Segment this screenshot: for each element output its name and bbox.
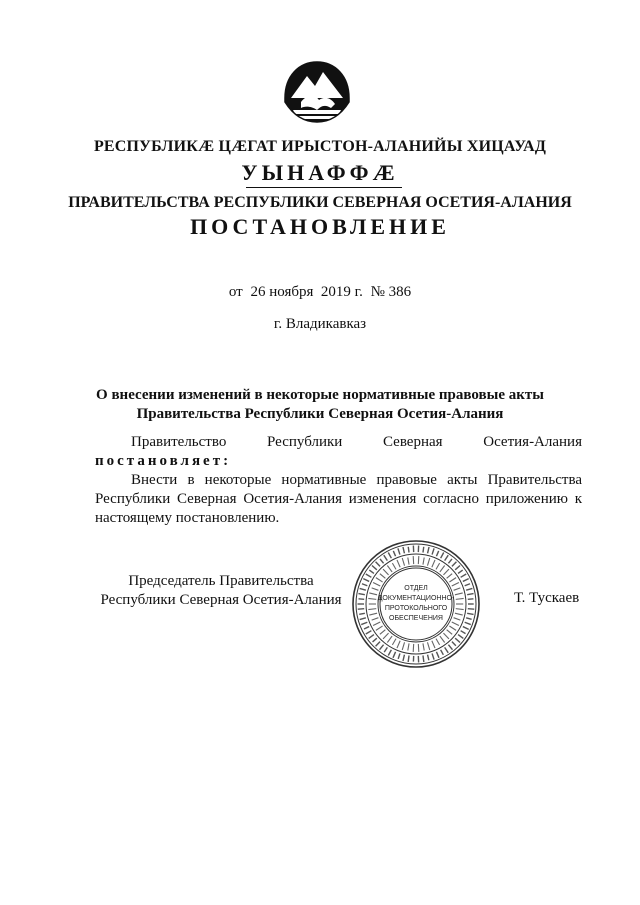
decree-title-line-1: О внесении изменений в некоторые нормативные правовые акты <box>96 387 544 403</box>
seal-lettering-mark <box>455 638 460 642</box>
seal-lettering-mark <box>408 656 409 662</box>
seal-lettering-mark <box>455 566 460 570</box>
seal-lettering-mark <box>360 588 366 590</box>
seal-lettering-mark <box>448 559 452 563</box>
seal-lettering-mark <box>369 570 374 573</box>
body-paragraph: Внести в некоторые нормативные правовые акты Правительства Республики Северная Осетия-Алания изменения согласно приложению к настоящему постановлению. <box>95 472 582 526</box>
header-decree-russian: ПОСТАНОВЛЕНИЕ <box>190 214 450 239</box>
seal-lettering-mark <box>443 633 448 639</box>
seal-lettering-mark <box>359 599 365 600</box>
coat-of-arms-icon <box>281 58 353 124</box>
seal-lettering-mark <box>368 598 376 599</box>
seal-lettering-mark <box>452 622 459 626</box>
seal-lettering-mark <box>452 582 459 586</box>
seal-lettering-mark <box>436 563 440 569</box>
seal-lettering-mark <box>441 650 444 655</box>
seal-lettering-mark <box>463 579 469 582</box>
header-line-ossetian: РЕСПУБЛИКӔ ЦӔГАТ ИРЫСТОН-АЛАНИЙЫ ХИЦАУАД <box>93 138 547 155</box>
seal-lettering-mark <box>358 609 364 610</box>
seal-lettering-mark <box>468 609 474 610</box>
seal-lettering-mark <box>458 635 463 639</box>
seal-lettering-mark <box>366 574 372 577</box>
seal-lettering-mark <box>456 609 464 610</box>
seal-lettering-mark <box>388 650 391 656</box>
seal-lettering-mark <box>376 626 383 630</box>
seal-lettering-mark <box>452 642 456 646</box>
seal-lettering-mark <box>445 647 449 652</box>
seal-lettering-mark <box>373 582 380 586</box>
seal-lettering-mark <box>392 639 396 645</box>
seal-lettering-mark <box>423 547 424 553</box>
seal-lettering-mark <box>443 569 448 575</box>
seal-lettering-mark <box>445 555 449 560</box>
seal-lettering-mark <box>428 547 429 553</box>
word-government: Правительство <box>131 434 227 450</box>
seal-lettering-mark <box>440 636 445 642</box>
seal-lettering-mark <box>387 566 392 572</box>
seal-lettering-mark <box>362 584 367 586</box>
seal-lettering-mark <box>380 574 386 579</box>
seal-lettering-mark <box>447 574 453 579</box>
seal-lettering-mark <box>376 642 380 647</box>
seal-lettering-mark <box>455 613 463 615</box>
seal-lettering-mark <box>387 636 392 642</box>
seal-lettering-mark <box>393 551 395 556</box>
seal-lettering-mark <box>363 579 369 582</box>
seal-lettering-mark <box>423 643 424 650</box>
seal-lettering-mark <box>397 641 400 648</box>
seal-center-line-1: ОТДЕЛ <box>404 585 428 592</box>
seal-lettering-mark <box>449 578 456 582</box>
seal-lettering-mark <box>466 618 471 620</box>
seal-lettering-mark <box>376 562 380 567</box>
seal-lettering-mark <box>454 618 461 620</box>
seal-lettering-mark <box>408 558 409 565</box>
seal-lettering-mark <box>364 627 369 629</box>
seal-lettering-mark <box>461 574 467 577</box>
seal-lettering-mark <box>408 643 409 650</box>
decree-number: № 386 <box>370 284 412 300</box>
seal-lettering-mark <box>383 569 388 575</box>
seal-lettering-mark <box>441 552 444 558</box>
seal-lettering-mark <box>423 656 424 662</box>
seal-lettering-mark <box>384 555 388 560</box>
seal-lettering-mark <box>372 588 379 590</box>
seal-lettering-mark <box>428 655 429 661</box>
seal-lettering-mark <box>384 647 387 652</box>
seal-lettering-mark <box>388 552 391 558</box>
seal-lettering-mark <box>358 594 364 595</box>
seal-lettering-mark <box>403 655 404 661</box>
seal-lettering-mark <box>436 551 438 556</box>
header-divider <box>246 187 402 188</box>
seal-lettering-mark <box>402 642 404 650</box>
resolution-subject <box>95 433 582 452</box>
header-line-russian: ПРАВИТЕЛЬСТВА РЕСПУБЛИКИ СЕВЕРНАЯ ОСЕТИЯ-АЛАНИЯ <box>68 194 572 211</box>
seal-lettering-mark <box>408 547 409 553</box>
signatory-position-line-1: Председатель Правительства <box>128 573 314 589</box>
seal-lettering-mark <box>456 598 464 599</box>
signatory-position-line-2: Республики Северная Осетия-Алания <box>100 592 342 608</box>
seal-lettering-mark <box>449 626 456 630</box>
decree-title <box>0 386 640 424</box>
seal-lettering-mark <box>432 653 434 659</box>
seal-center-line-2: ДОКУМЕНТАЦИОННО- <box>377 595 455 602</box>
seal-lettering-mark <box>376 578 383 582</box>
seal-lettering-mark <box>372 566 377 570</box>
seal-lettering-mark <box>423 558 424 565</box>
seal-lettering-mark <box>432 641 435 648</box>
seal-lettering-mark <box>427 558 429 566</box>
seal-lettering-mark <box>463 627 469 630</box>
seal-lettering-mark <box>461 631 466 634</box>
seal-lettering-mark <box>380 559 384 563</box>
seal-lettering-mark <box>369 593 377 595</box>
seal-lettering-mark <box>432 560 435 567</box>
seal-lettering-mark <box>398 653 400 658</box>
seal-lettering-mark <box>452 562 456 567</box>
resolves-word: постановляет: <box>95 453 232 469</box>
seal-lettering-mark <box>436 639 440 645</box>
seal-lettering-mark <box>373 638 377 642</box>
seal-lettering-mark <box>466 588 472 590</box>
seal-center-line-4: ОБЕСПЕЧЕНИЯ <box>389 615 443 622</box>
seal-lettering-mark <box>403 547 404 553</box>
signatory-name: Т. Тускаев <box>514 590 580 606</box>
seal-lettering-mark <box>393 652 396 658</box>
word-north: Северная <box>382 434 443 450</box>
seal-lettering-mark <box>440 566 445 572</box>
seal-lettering-mark <box>397 560 400 567</box>
word-ossetia-alania: Осетия-Алания <box>483 434 582 450</box>
resolution-paragraph <box>95 433 582 471</box>
seal-lettering-mark <box>360 618 366 620</box>
seal-lettering-mark <box>402 558 404 566</box>
seal-lettering-mark <box>369 613 377 615</box>
seal-lettering-mark <box>383 633 388 639</box>
decree-title-line-2: Правительства Республики Северная Осетия-Алания <box>136 406 504 422</box>
seal-lettering-mark <box>465 622 471 624</box>
seal-lettering-mark <box>380 630 386 635</box>
signatory-position <box>96 572 346 610</box>
decree-date-line <box>0 284 640 301</box>
seal-lettering-mark <box>432 548 434 554</box>
seal-lettering-mark <box>372 618 379 620</box>
word-republic: Республики <box>267 434 343 450</box>
seal-lettering-mark <box>436 652 439 658</box>
seal-lettering-mark <box>380 645 384 650</box>
header-decree-ossetian: УЫНАФФӔ <box>241 160 399 185</box>
seal-lettering-mark <box>373 622 380 626</box>
seal-lettering-mark <box>359 613 365 614</box>
seal-lettering-mark <box>447 630 453 635</box>
seal-lettering-mark <box>427 642 429 650</box>
seal-lettering-mark <box>467 594 473 595</box>
seal-lettering-mark <box>458 570 463 573</box>
seal-lettering-mark <box>454 588 461 590</box>
decree-date: 26 ноября 2019 г. <box>250 284 363 300</box>
seal-lettering-mark <box>368 609 376 610</box>
seal-lettering-mark <box>455 593 463 595</box>
city: г. Владикавказ <box>273 316 367 332</box>
seal-lettering-mark <box>361 622 367 624</box>
seal-lettering-mark <box>366 631 372 634</box>
seal-lettering-mark <box>398 548 400 554</box>
seal-lettering-mark <box>468 599 474 600</box>
official-seal-stamp <box>350 538 482 670</box>
seal-lettering-mark <box>467 613 473 614</box>
date-prefix: от <box>228 284 243 300</box>
seal-lettering-mark <box>448 645 452 650</box>
seal-lettering-mark <box>392 563 396 569</box>
seal-lettering-mark <box>369 635 374 639</box>
seal-center-line-3: ПРОТОКОЛЬНОГО <box>384 605 448 612</box>
seal-lettering-mark <box>465 584 470 586</box>
